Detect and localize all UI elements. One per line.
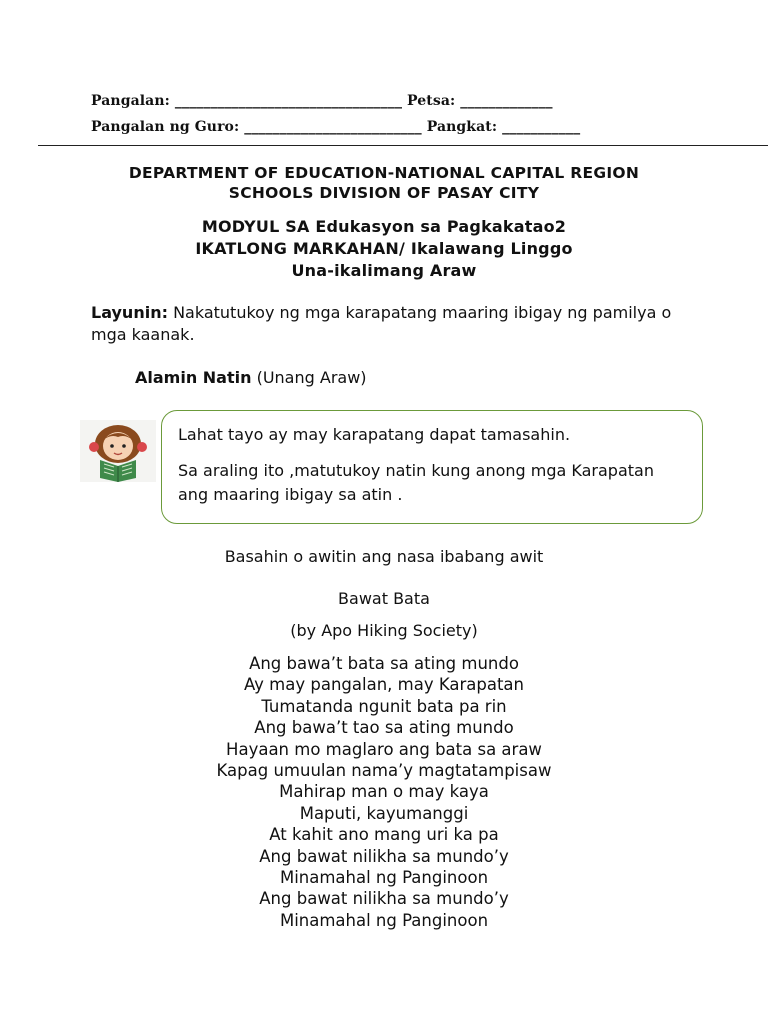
- lyric-line: Ang bawat nilikha sa mundo’y: [259, 889, 509, 909]
- days-range: Una-ikalimang Araw: [291, 261, 477, 280]
- objective-text: Nakatutukoy ng mga karapatang maaring ibigay ng pamilya o mga kaanak.: [91, 303, 672, 344]
- department-header: [0, 163, 768, 203]
- lyric-line: Minamahal ng Panginoon: [279, 910, 489, 930]
- module-title: MODYUL SA Edukasyon sa Pagkakatao2: [201, 217, 567, 236]
- lyric-line: Ang bawa’t bata sa ating mundo: [249, 654, 519, 673]
- module-title-block: [0, 216, 768, 282]
- header-divider: [38, 145, 768, 146]
- department-title: DEPARTMENT OF EDUCATION-NATIONAL CAPITAL REGION: [128, 164, 640, 182]
- name-date-field-row[interactable]: Pangalan: ________________________________ Petsa: _____________: [91, 93, 553, 109]
- division-title: SCHOOLS DIVISION OF PASAY CITY: [228, 184, 540, 202]
- song-instruction: Basahin o awitin ang nasa ibabang awit: [224, 547, 544, 566]
- intro-callout-box: [161, 410, 703, 524]
- lyric-line: Kapag umuulan nama’y magtatampisaw: [216, 761, 552, 781]
- lyric-line: Minamahal ng Panginoon: [279, 868, 489, 888]
- objective: [91, 302, 711, 346]
- lyric-line: Ay may pangalan, may Karapatan: [244, 675, 524, 695]
- lyric-line: At kahit ano mang uri ka pa: [269, 825, 499, 845]
- lyric-line: Ang bawa’t tao sa ating mundo: [254, 718, 514, 738]
- lyric-line: Hayaan mo maglaro ang bata sa araw: [226, 739, 542, 759]
- section-subtitle: (Unang Araw): [251, 368, 367, 387]
- section-title: Alamin Natin: [135, 368, 252, 387]
- callout-line-1: Lahat tayo ay may karapatang dapat tamasahin.: [178, 425, 571, 444]
- song-title: Bawat Bata: [338, 589, 430, 608]
- objective-label: Layunin:: [91, 303, 168, 322]
- lyric-line: Maputi, kayumanggi: [299, 803, 469, 823]
- song-author: (by Apo Hiking Society): [290, 621, 478, 640]
- callout-line-2: Sa araling ito ,matutukoy natin kung anong mga Karapatan ang maaring ibigay sa atin .: [178, 461, 654, 504]
- quarter-week: IKATLONG MARKAHAN/ Ikalawang Linggo: [195, 239, 573, 258]
- section-heading: [135, 368, 367, 387]
- girl-reading-icon: [80, 420, 156, 482]
- lyric-line: Tumatanda ngunit bata pa rin: [261, 696, 507, 716]
- lyric-line: Ang bawat nilikha sa mundo’y: [259, 846, 509, 866]
- lyric-line: Mahirap man o may kaya: [279, 782, 489, 802]
- teacher-section-field-row[interactable]: Pangalan ng Guro: _________________________ Pangkat: ___________: [91, 119, 581, 135]
- song-lyrics: [0, 653, 768, 931]
